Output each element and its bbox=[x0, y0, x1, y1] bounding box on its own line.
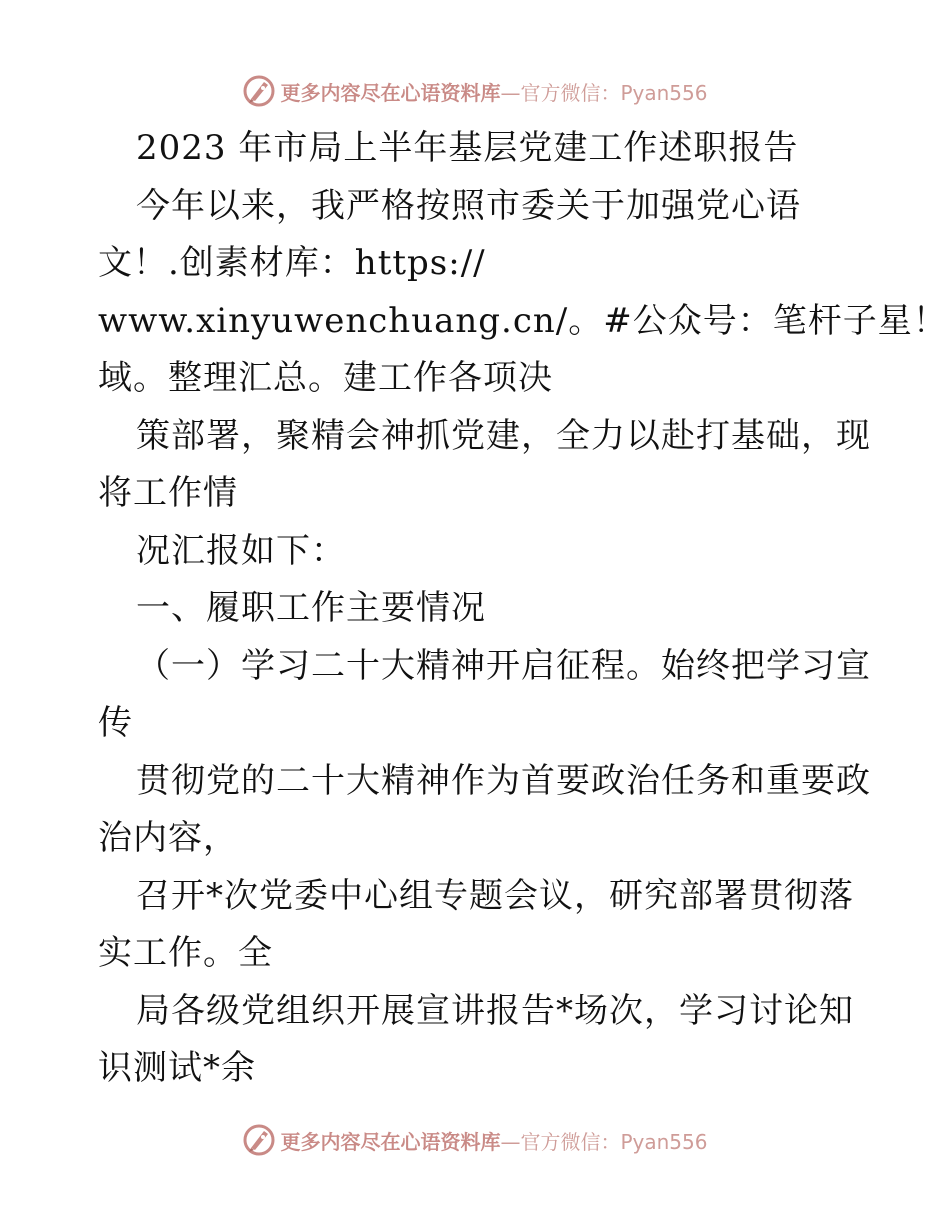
document-line: 文！.创素材库：https:// bbox=[98, 243, 486, 283]
quill-pen-logo-icon bbox=[242, 74, 276, 108]
document-line: 局各级党组织开展宣讲报告*场次，学习讨论知 bbox=[136, 990, 854, 1031]
document-title: 2023 年市局上半年基层党建工作述职报告 bbox=[136, 128, 799, 168]
document-body bbox=[98, 120, 948, 1098]
document-line: 域。整理汇总。建工作各项决 bbox=[98, 358, 553, 398]
document-line: 策部署，聚精会神抓党建，全力以赴打基础，现 bbox=[136, 415, 871, 456]
document-line: 将工作情 bbox=[98, 473, 238, 513]
watermark-text-main: 更多内容尽在心语资料库 bbox=[280, 1129, 501, 1154]
document-line: 今年以来，我严格按照市委关于加强党心语 bbox=[136, 185, 801, 226]
subsection-heading: （一）学习二十大精神开启征程。始终把学习宣 bbox=[136, 645, 871, 686]
watermark-text bbox=[280, 77, 707, 106]
watermark-text-contact: —官方微信：Pyan556 bbox=[500, 80, 708, 105]
watermark-banner-top bbox=[0, 71, 950, 111]
section-heading: 一、履职工作主要情况 bbox=[136, 588, 486, 628]
document-line: 况汇报如下： bbox=[136, 530, 346, 571]
document-line: 识测试*余 bbox=[98, 1048, 256, 1088]
quill-pen-logo-icon bbox=[242, 1123, 276, 1157]
watermark-text-contact: —官方微信：Pyan556 bbox=[500, 1129, 708, 1154]
watermark-text-main: 更多内容尽在心语资料库 bbox=[280, 80, 501, 105]
document-line: 实工作。全 bbox=[98, 933, 273, 973]
document-line: 治内容， bbox=[98, 818, 238, 858]
document-line: 贯彻党的二十大精神作为首要政治任务和重要政 bbox=[136, 760, 871, 801]
document-line: 召开*次党委中心组专题会议，研究部署贯彻落 bbox=[136, 875, 854, 916]
watermark-text bbox=[280, 1126, 707, 1155]
document-line: www.xinyuwenchuang.cn/。#公众号：笔杆子星！ bbox=[98, 300, 948, 341]
watermark-banner-bottom bbox=[0, 1120, 950, 1160]
document-line: 传 bbox=[98, 703, 133, 743]
